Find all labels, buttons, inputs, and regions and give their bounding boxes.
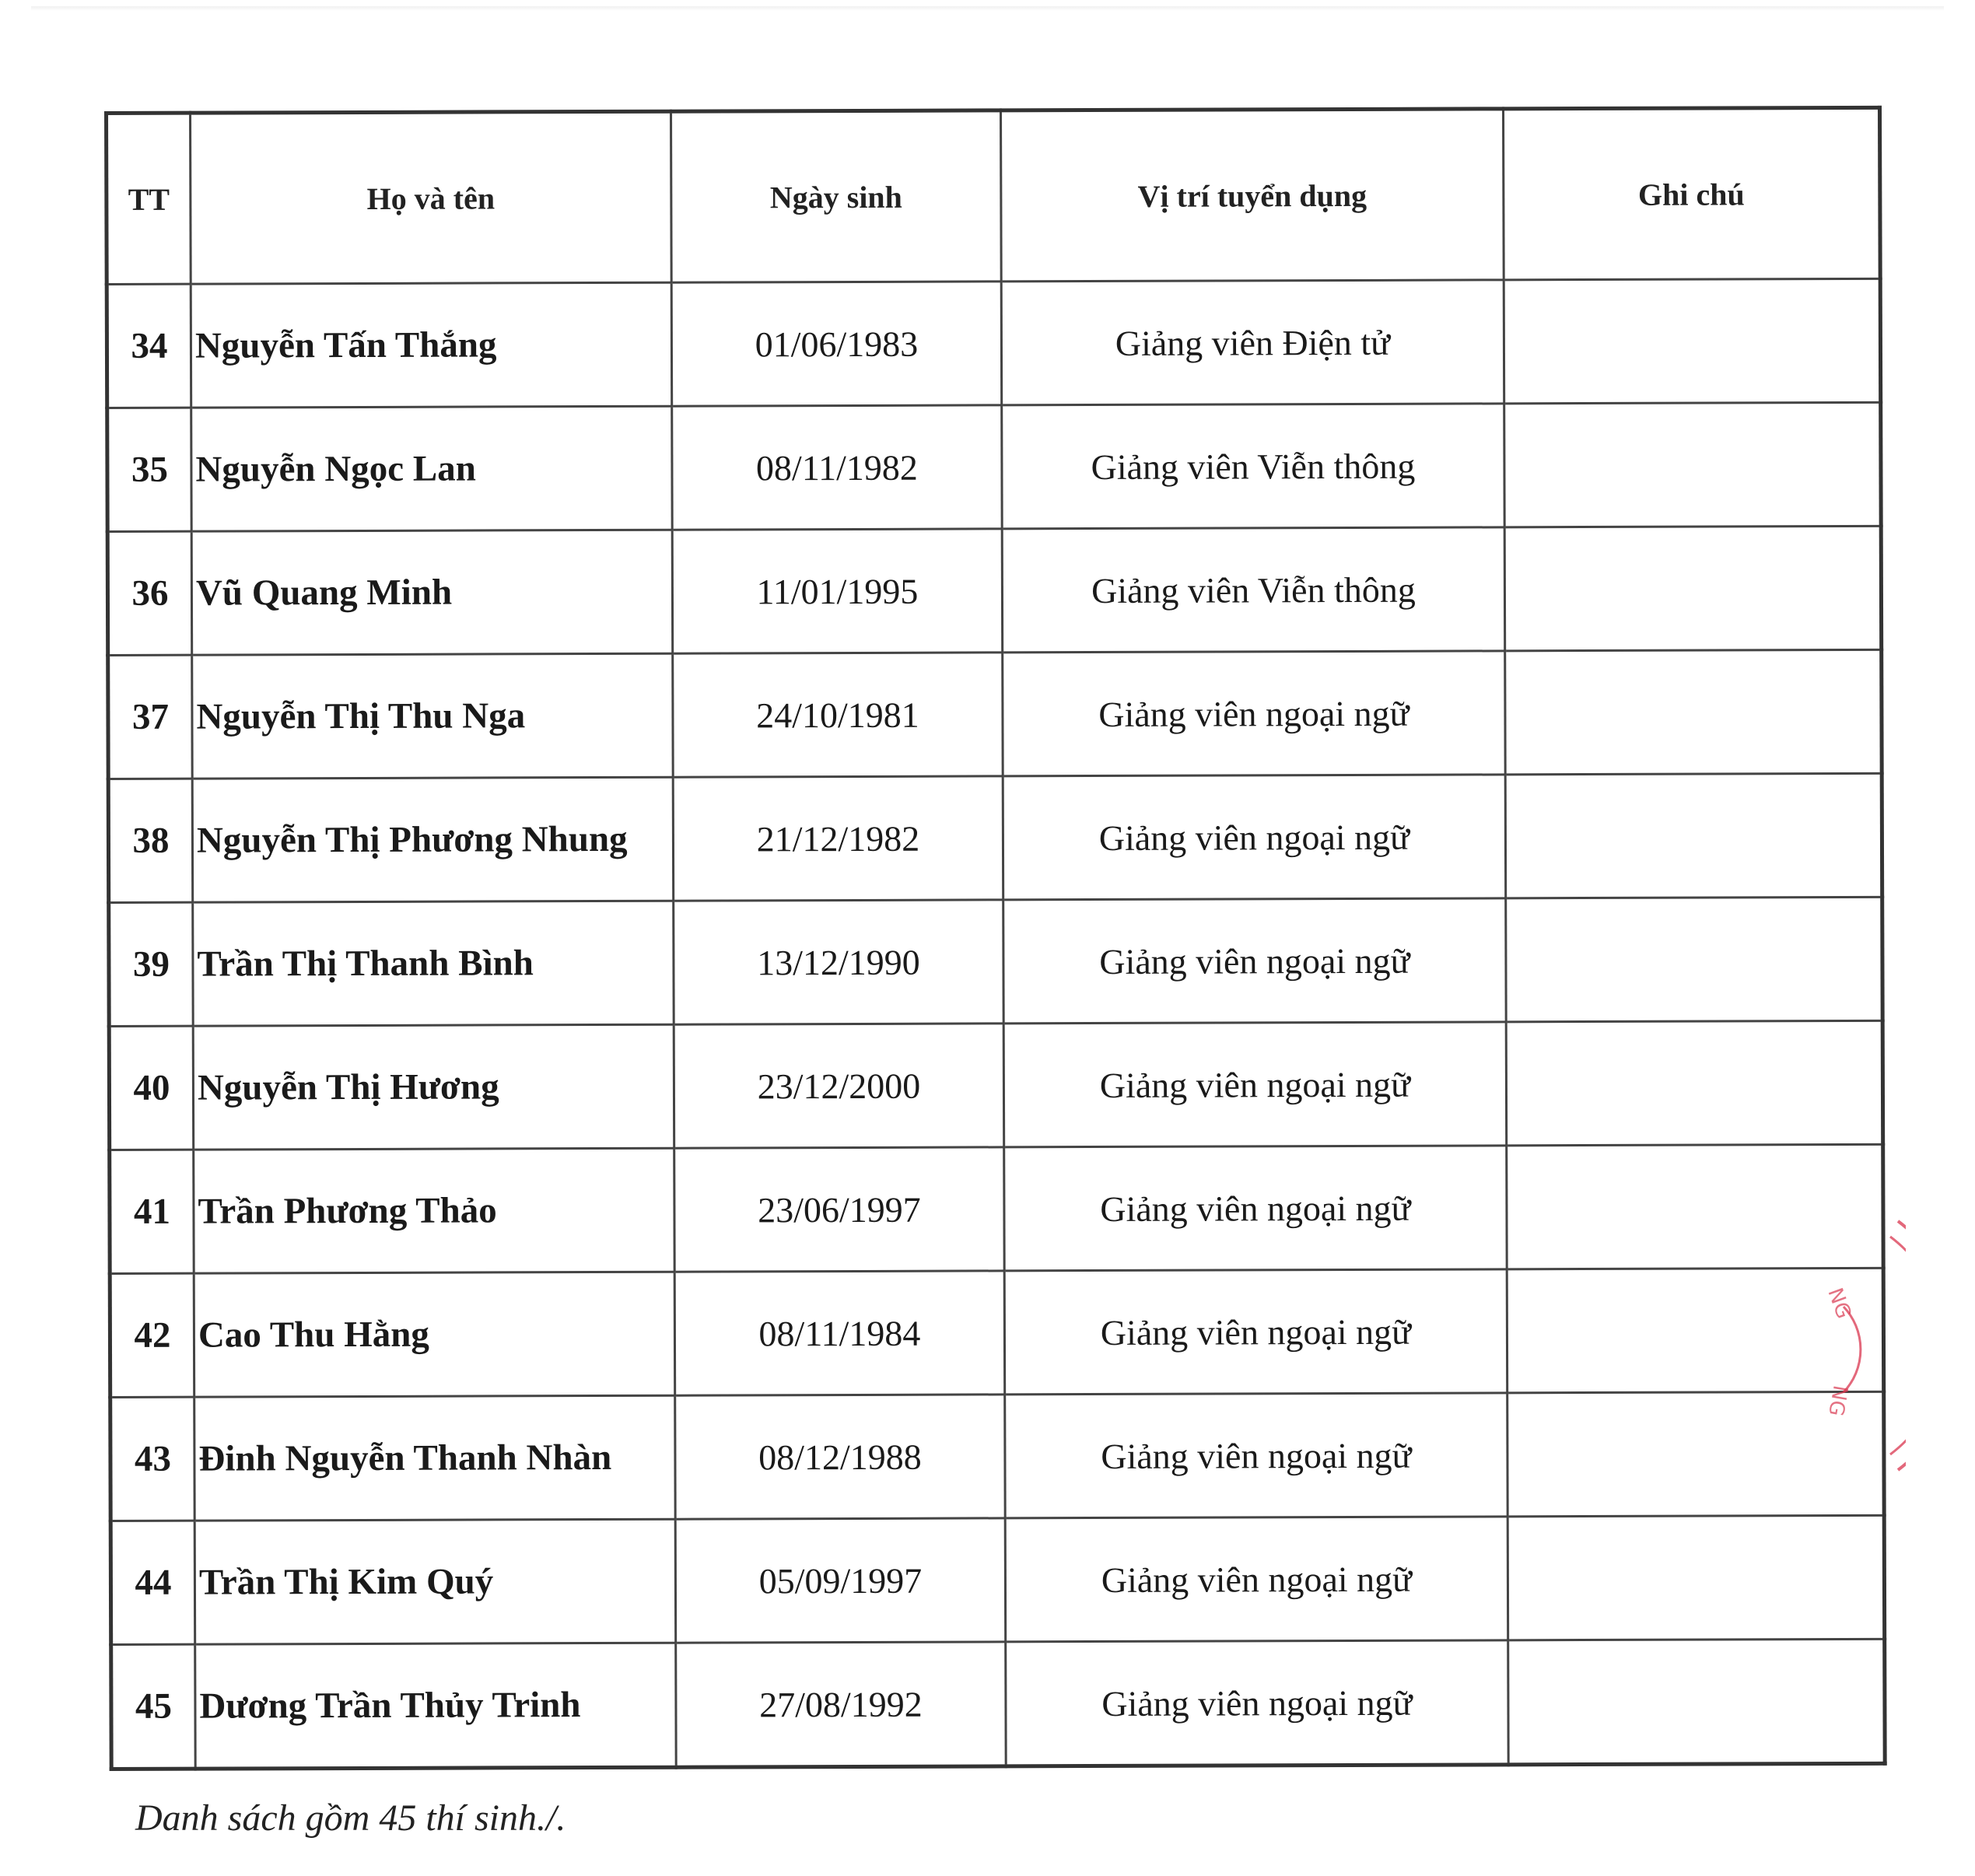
candidate-name: Dương Trần Thủy Trinh [195, 1643, 676, 1769]
note-cell [1508, 1515, 1884, 1640]
note-cell [1508, 1391, 1884, 1517]
header-dob: Ngày sinh [671, 110, 1002, 282]
recruitment-position: Giảng viên Viễn thông [1002, 527, 1504, 653]
date-of-birth: 01/06/1983 [671, 282, 1001, 406]
row-number: 37 [108, 655, 192, 779]
date-of-birth: 08/12/1988 [675, 1395, 1005, 1519]
row-number: 34 [107, 284, 191, 408]
note-cell [1504, 278, 1880, 404]
date-of-birth: 23/06/1997 [674, 1147, 1004, 1272]
recruitment-position: Giảng viên ngoại ngữ [1003, 775, 1505, 900]
note-cell [1505, 773, 1882, 898]
note-cell [1508, 1639, 1886, 1765]
header-position: Vị trí tuyển dụng [1001, 109, 1504, 282]
scan-top-edge [31, 6, 1944, 11]
date-of-birth: 21/12/1982 [673, 776, 1003, 901]
recruitment-position: Giảng viên ngoại ngữ [1005, 1393, 1508, 1518]
svg-text:NG: NG [1823, 1285, 1856, 1322]
candidate-name: Cao Thu Hằng [194, 1272, 674, 1397]
table-row [111, 1639, 1885, 1769]
table-header-row [107, 107, 1881, 284]
note-cell [1506, 1020, 1882, 1146]
candidate-name: Nguyễn Thị Phương Nhung [192, 777, 673, 902]
row-number: 40 [109, 1026, 193, 1150]
row-number: 39 [109, 902, 193, 1026]
table-row [110, 1144, 1883, 1273]
note-cell [1505, 649, 1882, 775]
row-number: 41 [110, 1150, 194, 1273]
note-cell [1507, 1144, 1883, 1269]
note-cell [1506, 897, 1882, 1022]
table-row [107, 402, 1881, 531]
candidate-name: Vũ Quang Minh [191, 530, 672, 655]
row-number: 35 [107, 408, 191, 531]
note-cell [1507, 1268, 1883, 1393]
candidate-name: Nguyễn Ngọc Lan [191, 406, 672, 531]
header-tt: TT [107, 113, 191, 284]
candidate-name: Trần Thị Kim Quý [194, 1519, 675, 1644]
candidate-table [104, 106, 1887, 1771]
row-number: 43 [110, 1397, 194, 1521]
table-row [107, 526, 1881, 655]
recruitment-position: Giảng viên Điện tử [1001, 280, 1504, 405]
recruitment-position: Giảng viên ngoại ngữ [1003, 898, 1506, 1024]
date-of-birth: 08/11/1984 [674, 1271, 1004, 1395]
table-row [109, 897, 1882, 1026]
note-cell [1504, 526, 1881, 651]
table-row [108, 649, 1882, 779]
recruitment-position: Giảng viên Viễn thông [1002, 404, 1504, 529]
candidate-name: Đinh Nguyễn Thanh Nhàn [194, 1395, 675, 1521]
table-row [107, 278, 1880, 408]
date-of-birth: 24/10/1981 [673, 653, 1003, 777]
candidate-name: Nguyễn Tấn Thắng [191, 282, 671, 408]
row-number: 45 [111, 1644, 196, 1769]
recruitment-position: Giảng viên ngoại ngữ [1004, 1269, 1507, 1395]
recruitment-position: Giảng viên ngoại ngữ [1006, 1640, 1508, 1766]
candidate-name: Nguyễn Thị Hương [193, 1024, 674, 1150]
svg-text:NG: NG [1823, 1383, 1852, 1419]
row-number: 36 [107, 531, 191, 655]
header-name: Họ và tên [191, 111, 672, 284]
date-of-birth: 27/08/1992 [676, 1642, 1007, 1767]
candidate-name: Nguyễn Thị Thu Nga [192, 653, 673, 779]
row-number: 44 [110, 1521, 194, 1644]
recruitment-position: Giảng viên ngoại ngữ [1005, 1517, 1508, 1642]
table-row [110, 1515, 1884, 1644]
date-of-birth: 13/12/1990 [674, 900, 1003, 1024]
recruitment-position: Giảng viên ngoại ngữ [1004, 1146, 1507, 1271]
candidate-name: Trần Thị Thanh Bình [193, 901, 674, 1026]
date-of-birth: 23/12/2000 [674, 1024, 1003, 1148]
list-total-note: Danh sách gồm 45 thí sinh./. [135, 1797, 566, 1839]
table-row [110, 1391, 1884, 1521]
table-row [109, 1020, 1882, 1150]
candidate-name: Trần Phương Thảo [194, 1148, 674, 1273]
recruitment-position: Giảng viên ngoại ngữ [1003, 651, 1505, 776]
table-row [110, 1268, 1883, 1397]
table-row [108, 773, 1882, 902]
date-of-birth: 11/01/1995 [672, 529, 1002, 653]
note-cell [1504, 402, 1881, 527]
recruitment-position: Giảng viên ngoại ngữ [1003, 1022, 1506, 1147]
row-number: 38 [108, 779, 192, 902]
date-of-birth: 05/09/1997 [675, 1518, 1005, 1643]
header-note: Ghi chú [1503, 107, 1880, 280]
row-number: 42 [110, 1273, 194, 1397]
date-of-birth: 08/11/1982 [672, 405, 1002, 530]
